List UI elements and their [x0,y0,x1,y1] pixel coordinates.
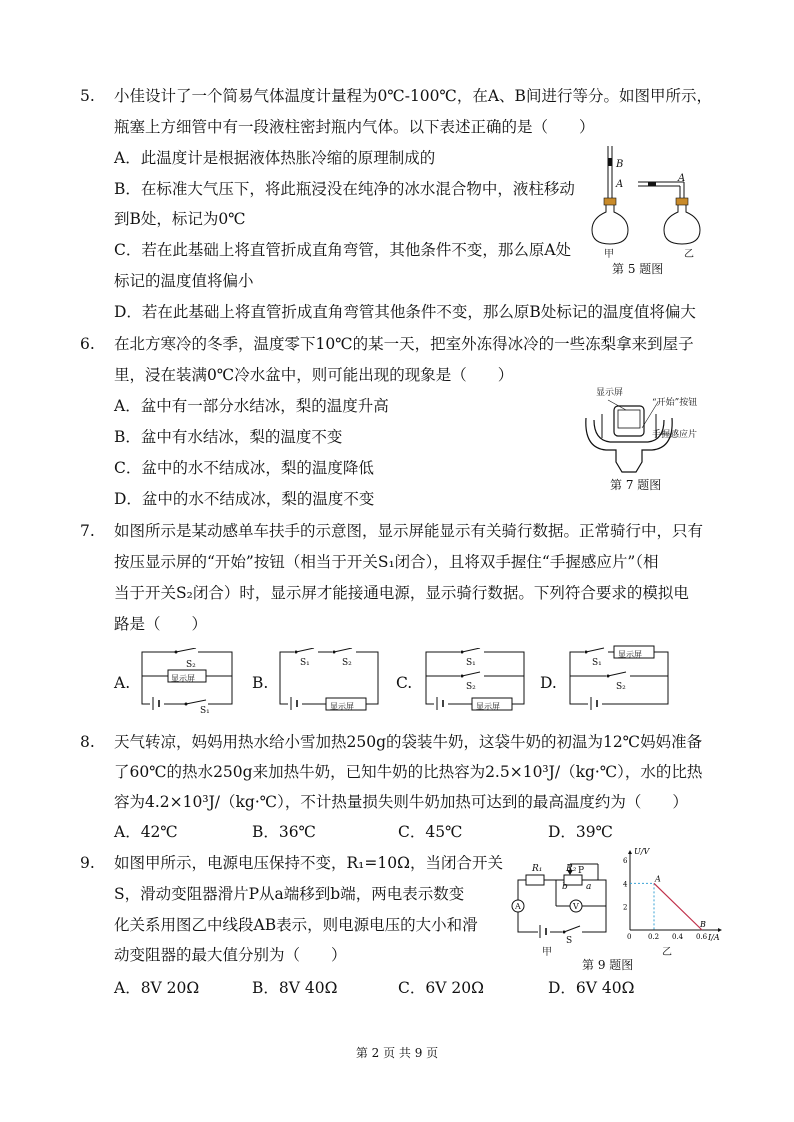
q7-c-s1: S₁ [466,658,476,668]
q5-option-c-cont: 标记的温度值将偏小 [114,272,254,290]
q7-fig-label-start: “开始”按钮 [652,398,698,408]
chart-x-tick: 0.2 [648,933,660,941]
q5-fig-caption: 第 5 题图 [612,262,664,276]
page-footer: 第 2 页 共 9 页 [355,1046,439,1060]
q8-option-d: D．39℃ [548,823,613,841]
q9-stem-line-4: 动变阻器的最大值分别为（ ） [114,946,347,964]
q9-fig-b: b [562,882,568,892]
q7-figure-handlebar [576,388,726,478]
q7-fig-caption: 第 7 题图 [610,478,662,492]
q8-option-b: B．36℃ [252,823,316,841]
q7-fig-label-sensor: 手握感应片 [652,430,698,440]
q8-number: 8. [80,733,95,751]
q7-fig-label-screen: 显示屏 [596,388,624,398]
q7-a-s1: S₁ [200,706,210,716]
q9-fig-p: P [578,866,585,876]
q7-c-screen: 显示屏 [476,702,500,711]
chart-y-tick: 6 [623,857,628,865]
q6-option-b: B．盆中有水结冰，梨的温度不变 [114,428,343,446]
chart-x-tick: 0.4 [672,933,684,941]
q9-fig-voltmeter: V [573,902,579,911]
q9-option-c: C．6V 20Ω [398,979,484,997]
q5-option-a: A．此温度计是根据液体热胀冷缩的原理制成的 [114,149,436,167]
q6-option-d: D．盆中的水不结成冰，梨的温度不变 [114,490,375,508]
q9-fig-r1: R₁ [532,864,543,874]
q7-b-screen: 显示屏 [330,702,354,711]
q5-fig-label-b: B [616,159,624,170]
q7-b-s1: S₁ [300,658,310,668]
q7-circuit-label-d: D. [540,674,557,692]
q7-stem-line-2: 按压显示屏的“开始”按钮（相当于开关S₁闭合），且将双手握住“手握感应片”（相 [114,553,659,571]
q7-d-s1: S₁ [592,658,602,668]
q8-stem-line-3: 容为4.2×10³J/（kg·℃），不计热量损失则牛奶加热可达到的最高温度约为（ ） [114,793,688,811]
q8-option-c: C．45℃ [398,823,463,841]
q8-stem-line-2: 了60℃的热水250g来加热牛奶，已知牛奶的比热容为2.5×10³J/（kg·℃），水的比热 [114,763,703,781]
q9-stem-line-2: S，滑动变阻器滑片P从a端移到b端，两电表示数变 [114,885,465,903]
q5-stem-line-2: 瓶塞上方细管中有一段液柱密封瓶内气体。以下表述正确的是（ ） [114,118,595,136]
q9-fig-caption: 第 9 题图 [582,958,634,972]
q9-option-d: D．6V 40Ω [548,979,635,997]
q7-b-s2: S₂ [342,658,352,668]
q9-chart-yi [616,846,726,946]
q8-option-a: A．42℃ [114,823,178,841]
q9-fig-s: S [566,936,573,946]
q7-a-screen: 显示屏 [171,674,195,683]
q5-fig-label-yi: 乙 [684,249,694,260]
q7-circuit-label-c: C. [396,674,413,692]
q5-figure-flasks [588,142,710,252]
q9-fig-yi: 乙 [662,947,672,958]
q9-fig-a: a [586,882,592,892]
q9-fig-ammeter: A [515,902,521,911]
q7-d-s2: S₂ [616,682,626,692]
q5-stem-line-1: 小佳设计了一个简易气体温度计量程为0℃-100℃，在A、B间进行等分。如图甲所示， [114,87,712,105]
chart-x-arrow [718,928,722,932]
chart-point-label-a: A [655,874,661,884]
q5-option-b: B．在标准大气压下，将此瓶浸没在纯净的冰水混合物中，液柱移动 [114,180,575,198]
q9-option-a: A．8V 20Ω [114,979,200,997]
q5-fig-label-a-2: A [678,173,686,184]
q6-option-c: C．盆中的水不结成冰，梨的温度降低 [114,459,374,477]
chart-x-tick: 0 [627,933,632,941]
chart-point-label-b: B [700,920,706,929]
q7-a-s2: S₂ [186,660,196,670]
q7-circuit-label-b: B. [252,674,269,692]
q9-stem-line-1: 如图甲所示，电源电压保持不变，R₁=10Ω，当闭合开关 [114,854,503,872]
q7-c-s2: S₂ [466,682,476,692]
chart-y-tick: 2 [623,903,628,912]
q7-number: 7. [80,522,95,540]
q7-circuit-label-a: A. [114,674,131,692]
q6-number: 6. [80,335,95,353]
q5-option-b-cont: 到B处，标记为0℃ [114,210,246,228]
q7-stem-line-1: 如图所示是某动感单车扶手的示意图，显示屏能显示有关骑行数据。正常骑行中，只有 [114,522,704,540]
chart-x-tick: 0.6 [696,933,708,941]
q5-option-c: C．若在此基础上将直管折成直角弯管，其他条件不变，那么原A处 [114,241,572,259]
chart-y-label: U/V [634,847,650,856]
q5-option-d: D．若在此基础上将直管折成直角弯管其他条件不变，那么原B处标记的温度值将偏大 [114,303,696,321]
q9-fig-r2: R₂ [566,864,577,874]
q9-stem-line-3: 化关系用图乙中线段AB表示，则电源电压的大小和滑 [114,916,478,934]
q7-stem-line-3: 当于开关S₂闭合）时，显示屏才能接通电源，显示骑行数据。下列符合要求的模拟电 [114,584,689,602]
chart-segment-ab [654,883,702,930]
q6-stem-line-1: 在北方寒冷的冬季，温度零下10℃的某一天，把室外冻得冰冷的一些冻梨拿来到屋子 [114,335,694,353]
q9-fig-jia: 甲 [542,947,552,958]
q8-stem-line-1: 天气转凉，妈妈用热水给小雪加热250g的袋装牛奶，这袋牛奶的初温为12℃妈妈准备 [114,733,703,751]
q5-fig-label-a: A [616,179,624,190]
q5-fig-label-jia: 甲 [604,249,614,260]
q9-circuit-jia [510,856,614,948]
q9-number: 9. [80,854,95,872]
q5-number: 5. [80,87,95,105]
q9-option-b: B．8V 40Ω [252,979,338,997]
chart-y-arrow [628,850,632,854]
q7-d-screen: 显示屏 [618,650,642,659]
q6-stem-line-2: 里，浸在装满0℃冷水盆中，则可能出现的现象是（ ） [114,366,514,384]
q6-option-a: A．盆中有一部分水结冰，梨的温度升高 [114,397,389,415]
chart-x-label: I/A [708,933,720,942]
q7-circuit-b [274,648,384,714]
q7-stem-line-4: 路是（ ） [114,615,208,633]
chart-y-tick: 4 [623,880,628,889]
